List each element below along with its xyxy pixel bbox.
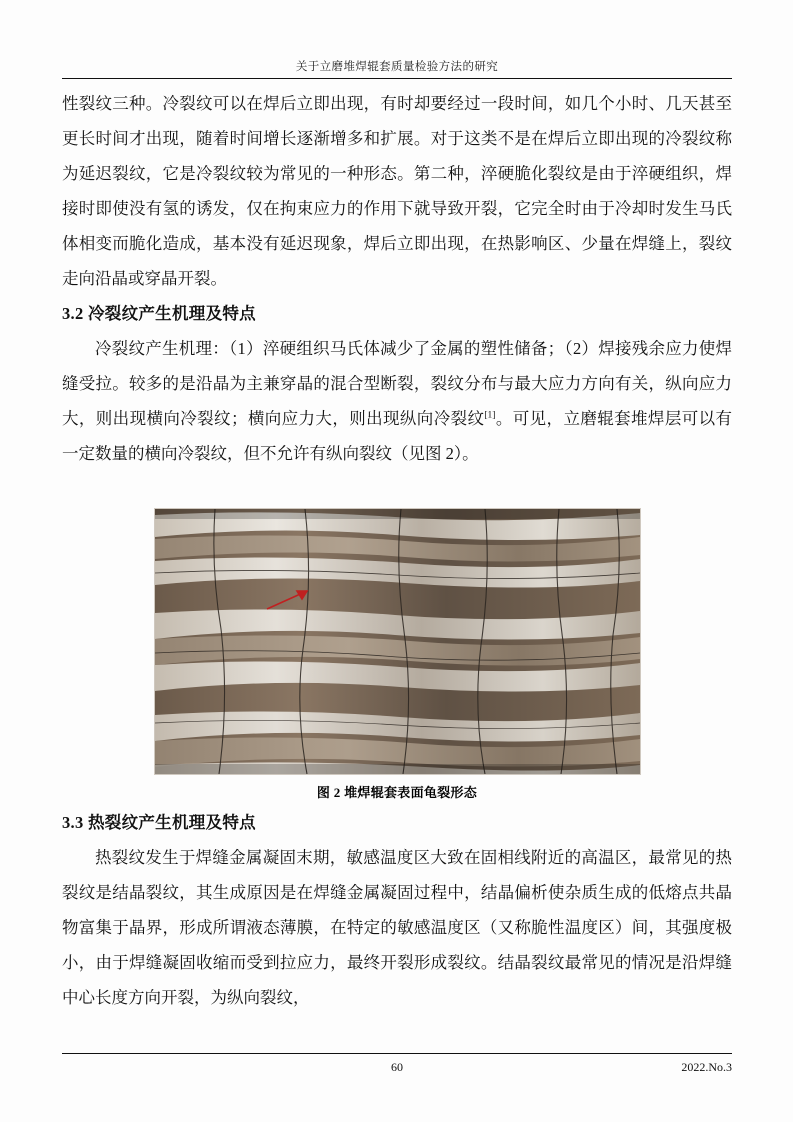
- section-title-3-3: 热裂纹产生机理及特点: [87, 813, 256, 832]
- paragraph-hot-crack-mechanism: 热裂纹发生于焊缝金属凝固末期，敏感温度区大致在固相线附近的高温区，最常见的热裂纹是结晶裂纹，其生成原因是在焊缝金属凝固过程中，结晶偏析使杂质生成的低熔点共晶物富集于晶界，形成所谓液态薄膜，在特定的敏感温度区（又称脆性温度区）间，其强度极小，由于焊缝凝固收缩而受到拉应力，最终开裂形成裂纹。结晶裂纹最常见的情况是沿焊缝中心长度方向开裂，为纵向裂纹，: [62, 848, 732, 1007]
- paragraph-text-part-b: 。可见，立磨辊套堆焊层可以有一定数量的横向冷裂纹，但不允许有纵向裂纹（见图 2）。: [62, 409, 733, 463]
- figure-2-caption: 图 2 堆焊辊套表面龟裂形态: [316, 785, 478, 800]
- section-heading-3-3: [62, 805, 732, 840]
- citation-reference: [1]: [484, 410, 496, 421]
- paragraph-block-2: [62, 331, 732, 471]
- weld-surface-photo: [155, 509, 640, 774]
- footer-rule: [62, 1053, 732, 1054]
- page-number: 60: [391, 1060, 403, 1074]
- section-number-3-3: 3.3: [62, 813, 84, 832]
- section-title-3-2: 冷裂纹产生机理及特点: [87, 304, 256, 323]
- paragraph-block-1: [62, 86, 732, 296]
- paragraph-continuation: 性裂纹三种。冷裂纹可以在焊后立即出现，有时却要经过一段时间，如几个小时、几天甚至更长时间才出现，随着时间增长逐渐增多和扩展。对于这类不是在焊后立即出现的冷裂纹称为延迟裂纹，它是冷裂纹较为常见的一种形态。第二种，淬硬脆化裂纹是由于淬硬组织，焊接时即使没有氢的诱发，仅在拘束应力的作用下就导致开裂，它完全时由于冷却时发生马氏体相变而脆化造成，基本没有延迟现象，焊后立即出现，在热影响区、少量在焊缝上，裂纹走向沿晶或穿晶开裂。: [62, 94, 732, 288]
- figure-2: [62, 508, 732, 801]
- issue-label: 2022.No.3: [681, 1060, 732, 1074]
- heading-3-3-block: [62, 805, 732, 840]
- section-heading-3-2: [62, 296, 732, 331]
- running-head: 关于立磨堆焊辊套质量检验方法的研究: [295, 61, 499, 73]
- section-number-3-2: 3.2: [62, 304, 84, 323]
- page-content: [62, 0, 732, 1122]
- figure-2-image: [154, 508, 641, 775]
- paragraph-text-part-a: 冷裂纹产生机理：（1）淬硬组织马氏体减少了金属的塑性储备；（2）焊接残余应力使焊缝受拉。较多的是沿晶为主兼穿晶的混合型断裂，裂纹分布与最大应力方向有关，纵向应力大，则出现横向冷裂纹；横向应力大，则出现纵向冷裂纹: [62, 339, 732, 428]
- heading-3-2-block: [62, 296, 732, 331]
- paragraph-block-3: [62, 840, 732, 1015]
- header-rule: [62, 78, 732, 79]
- paragraph-cold-crack-mechanism: [62, 331, 732, 471]
